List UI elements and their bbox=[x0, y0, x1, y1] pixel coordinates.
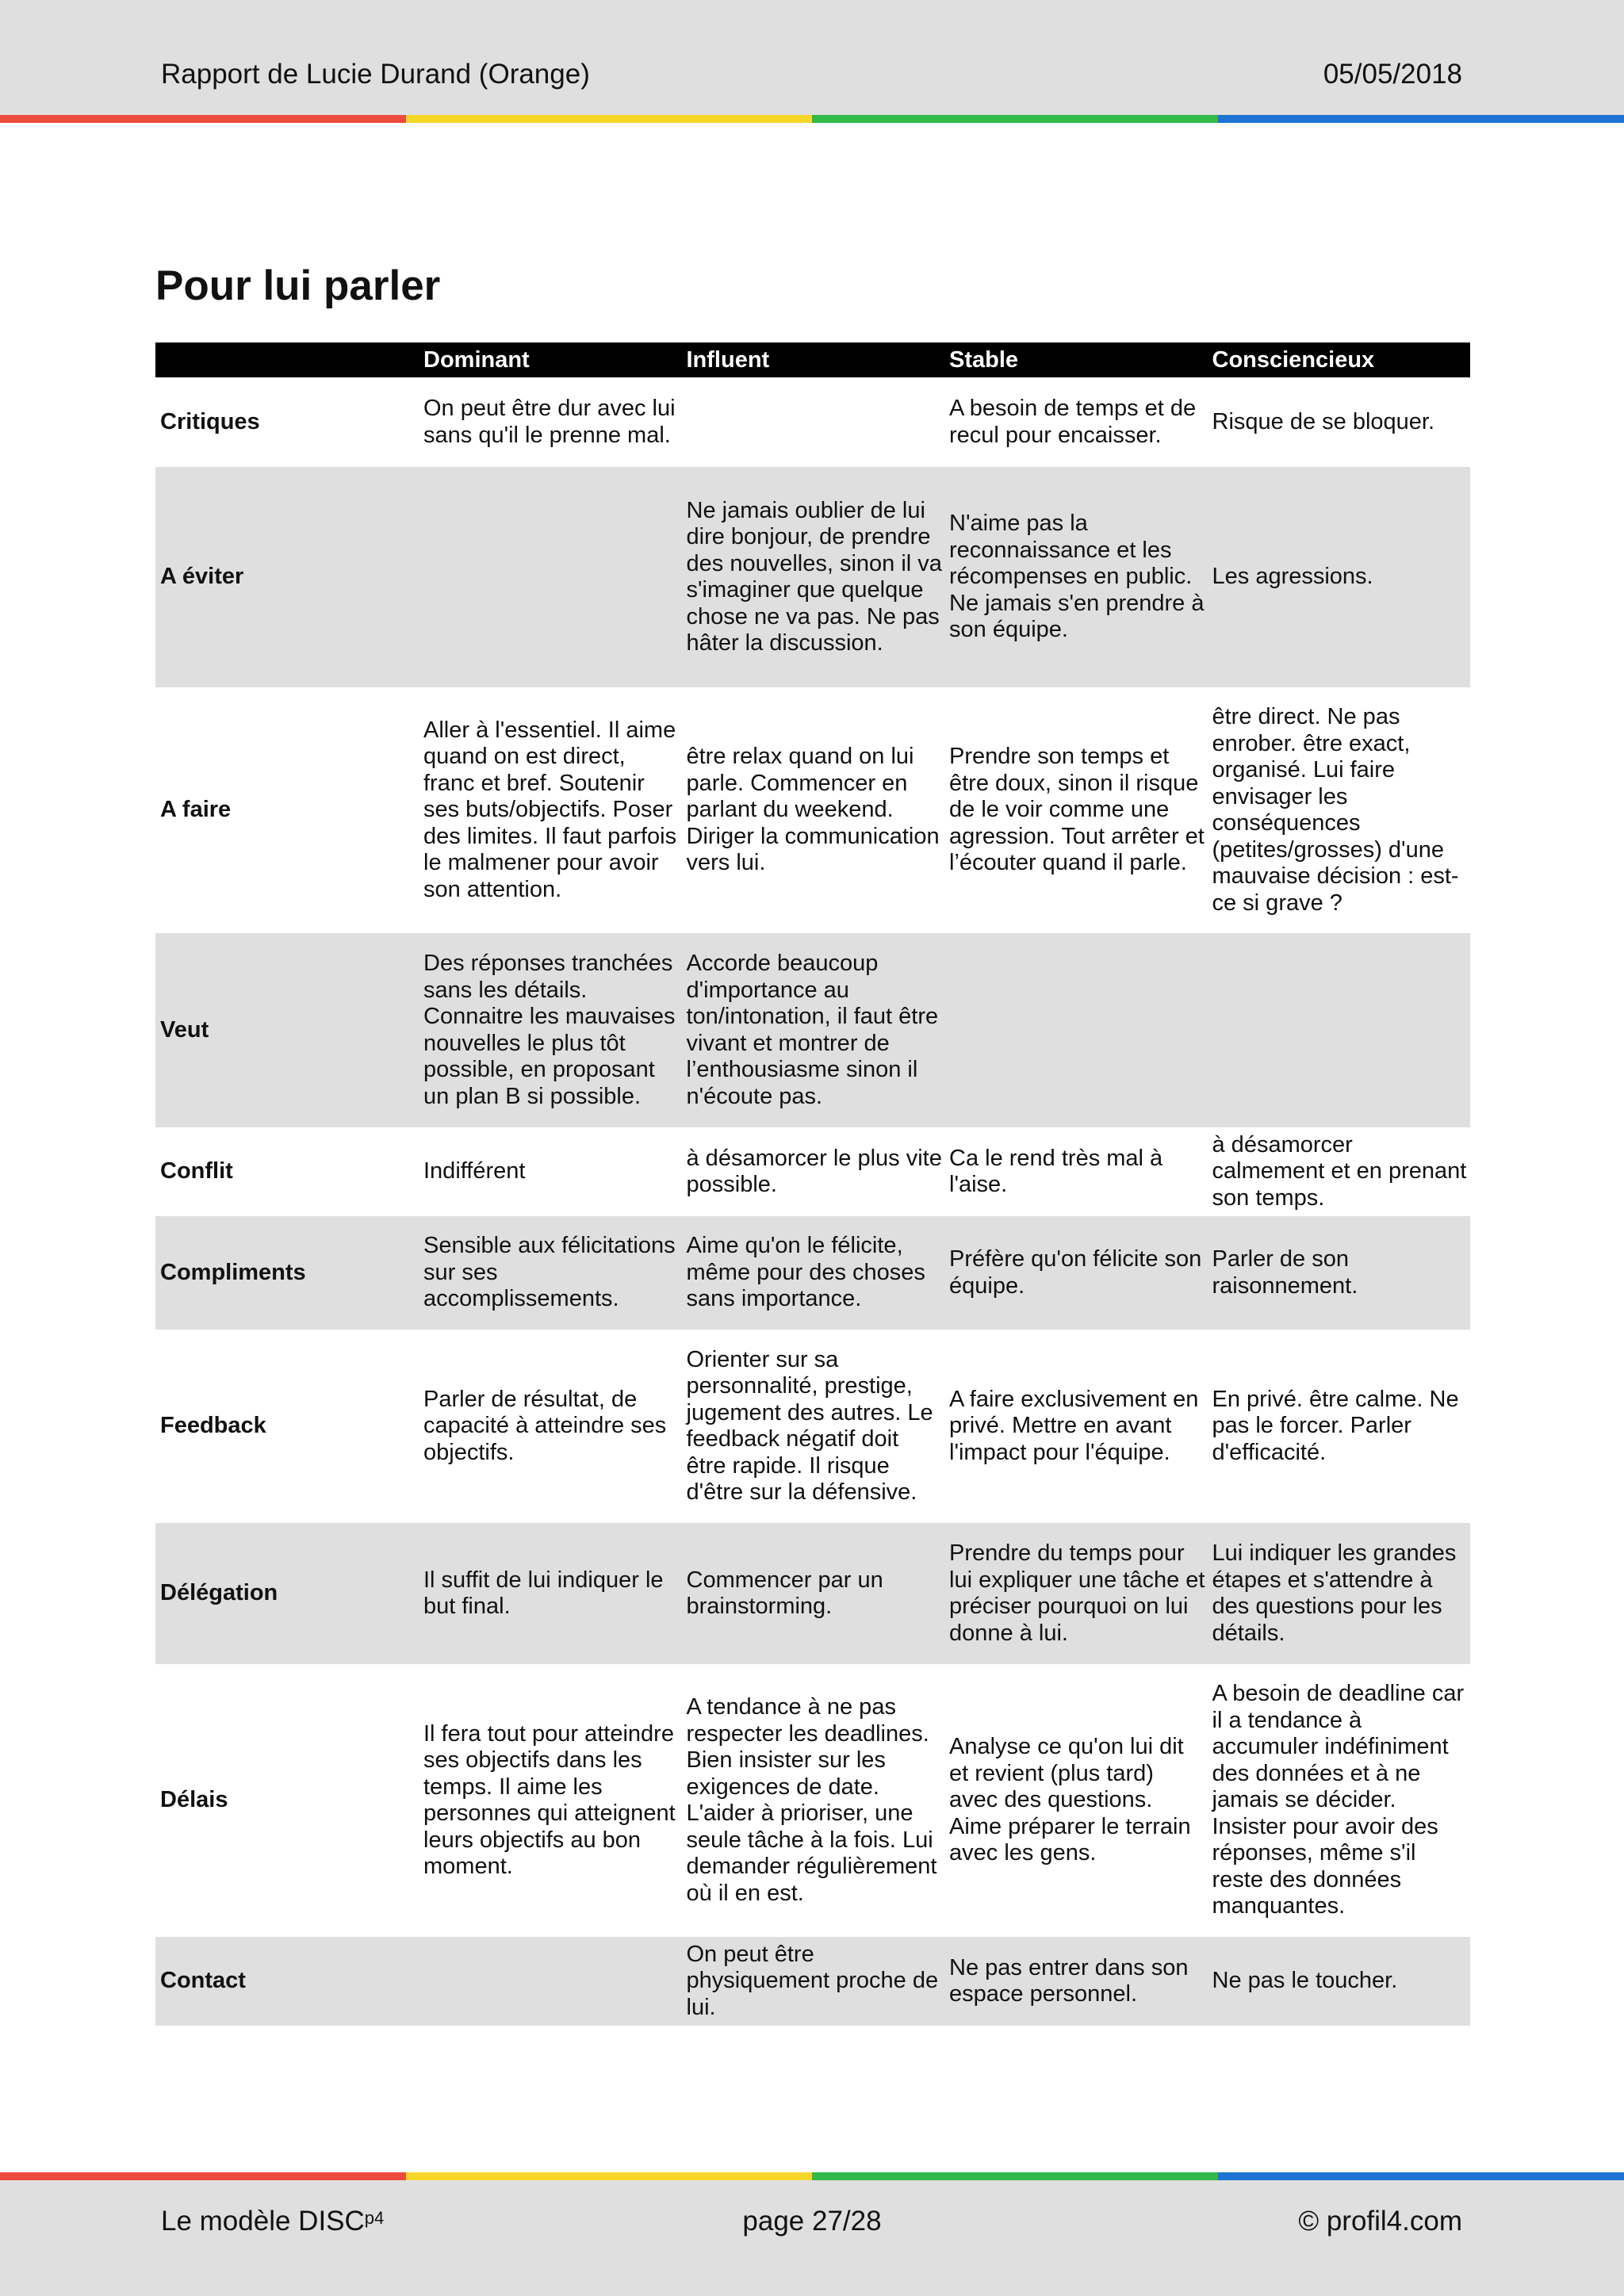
column-header-influent: Influent bbox=[682, 342, 945, 377]
footer-model-superscript: p4 bbox=[364, 2208, 385, 2228]
cell-stable: Ca le rend très mal à l'aise. bbox=[949, 1145, 1163, 1197]
cell-consciencieux: Les agressions. bbox=[1208, 467, 1471, 687]
stripe-blue bbox=[1218, 2172, 1624, 2180]
cell-dominant: Indifférent bbox=[423, 1158, 526, 1184]
table-row-compliments bbox=[155, 1216, 1470, 1330]
table-row-contact bbox=[155, 1937, 1470, 2026]
cell-dominant: Il fera tout pour atteindre ses objectifs dans les temps. Il aime les personnes qui atteignent leurs objectifs au bon moment. bbox=[423, 1720, 676, 1879]
table-row-conflit bbox=[155, 1127, 1470, 1216]
table-row-delegation bbox=[155, 1523, 1470, 1664]
table-row-a-eviter bbox=[155, 467, 1470, 687]
row-label: Critiques bbox=[160, 408, 260, 434]
row-label: Délégation bbox=[155, 1523, 419, 1664]
row-label: A faire bbox=[160, 797, 232, 823]
cell-dominant bbox=[419, 1937, 682, 2026]
cell-stable bbox=[944, 933, 1208, 1127]
row-label: Veut bbox=[155, 933, 419, 1127]
report-title: Rapport de Lucie Durand (Orange) bbox=[161, 59, 590, 90]
cell-influent: Accorde beaucoup d'importance au ton/intonation, il faut être vivant et montrer de l’enthousiasme sinon il n'écoute pas. bbox=[682, 933, 945, 1127]
cell-influent: On peut être physiquement proche de lui. bbox=[682, 1937, 945, 2026]
cell-consciencieux: Parler de son raisonnement. bbox=[1208, 1216, 1471, 1330]
cell-dominant: Parler de résultat, de capacité à atteindre ses objectifs. bbox=[423, 1386, 667, 1465]
cell-influent: Orienter sur sa personnalité, prestige, jugement des autres. Le feedback négatif doit être rapide. Il risque d'être sur la défensive. bbox=[686, 1346, 933, 1505]
stripe-blue bbox=[1218, 115, 1624, 123]
table-row-a-faire bbox=[155, 687, 1470, 933]
row-label: Délais bbox=[160, 1787, 228, 1813]
cell-dominant: Aller à l'essentiel. Il aime quand on est direct, franc et bref. Soutenir ses buts/objectifs. Poser des limites. Il faut parfois le malmener pour avoir son attention. bbox=[423, 717, 677, 902]
footer-copyright: © profil4.com bbox=[1298, 2206, 1462, 2237]
cell-influent: être relax quand on lui parle. Commencer en parlant du weekend. Diriger la communication vers lui. bbox=[686, 744, 940, 876]
row-label: Feedback bbox=[160, 1413, 266, 1439]
cell-stable: Prendre du temps pour lui expliquer une tâche et préciser pourquoi on lui donne à lui. bbox=[944, 1523, 1208, 1664]
stripe-red bbox=[0, 115, 406, 123]
cell-influent: Ne jamais oublier de lui dire bonjour, de prendre des nouvelles, sinon il va s'imaginer que quelque chose ne va pas. Ne pas hâter la discussion. bbox=[682, 467, 945, 687]
cell-consciencieux: En privé. être calme. Ne pas le forcer. Parler d'efficacité. bbox=[1212, 1386, 1459, 1465]
cell-stable: A faire exclusivement en privé. Mettre en avant l'impact pour l'équipe. bbox=[949, 1386, 1199, 1465]
cell-consciencieux bbox=[1208, 933, 1471, 1127]
cell-stable: Analyse ce qu'on lui dit et revient (plus tard) avec des questions. Aime préparer le terrain avec les gens. bbox=[949, 1734, 1191, 1866]
cell-consciencieux: à désamorcer calmement et en prenant son temps. bbox=[1212, 1131, 1467, 1211]
column-header-consciencieux: Consciencieux bbox=[1208, 342, 1471, 377]
stripe-yellow bbox=[406, 2172, 812, 2180]
table-header-row bbox=[155, 342, 1470, 377]
stripe-green bbox=[812, 115, 1218, 123]
cell-dominant: On peut être dur avec lui sans qu'il le prenne mal. bbox=[423, 396, 676, 448]
page-title: Pour lui parler bbox=[155, 262, 441, 309]
column-header-empty bbox=[155, 342, 419, 377]
disc-table bbox=[155, 342, 1470, 2026]
footer-model-name: Le modèle DISC bbox=[161, 2206, 365, 2237]
column-header-dominant: Dominant bbox=[419, 342, 682, 377]
cell-stable: Prendre son temps et être doux, sinon il risque de le voir comme une agression. Tout arrêter et l’écouter quand il parle. bbox=[949, 744, 1205, 876]
cell-dominant bbox=[419, 467, 682, 687]
footer-color-stripe bbox=[0, 2172, 1624, 2180]
cell-consciencieux: être direct. Ne pas enrober. être exact, organisé. Lui faire envisager les conséquences (petites/grosses) d'une mauvaise décision : est-ce si grave ? bbox=[1212, 704, 1459, 916]
cell-dominant: Sensible aux félicitations sur ses accomplissements. bbox=[419, 1216, 682, 1330]
table-row-delais bbox=[155, 1664, 1470, 1937]
header-color-stripe bbox=[0, 115, 1624, 123]
cell-consciencieux: Ne pas le toucher. bbox=[1208, 1937, 1471, 2026]
row-label: Conflit bbox=[160, 1158, 233, 1184]
stripe-yellow bbox=[406, 115, 812, 123]
cell-influent: A tendance à ne pas respecter les deadlines. Bien insister sur les exigences de date. L'aider à prioriser, une seule tâche à la fois. Lui demander régulièrement où il en est. bbox=[686, 1694, 937, 1906]
report-date: 05/05/2018 bbox=[1323, 59, 1462, 90]
page-number: page 27/28 bbox=[742, 2206, 882, 2237]
cell-influent: Aime qu'on le félicite, même pour des choses sans importance. bbox=[682, 1216, 945, 1330]
cell-dominant: Des réponses tranchées sans les détails. Connaitre les mauvaises nouvelles le plus tôt possible, en proposant un plan B si possible. bbox=[419, 933, 682, 1127]
row-label: Contact bbox=[155, 1937, 419, 2026]
stripe-green bbox=[812, 2172, 1218, 2180]
cell-consciencieux: Risque de se bloquer. bbox=[1212, 408, 1435, 434]
cell-stable: A besoin de temps et de recul pour encaisser. bbox=[949, 396, 1197, 448]
cell-stable: Préfère qu'on félicite son équipe. bbox=[944, 1216, 1208, 1330]
column-header-stable: Stable bbox=[944, 342, 1208, 377]
cell-dominant: Il suffit de lui indiquer le but final. bbox=[419, 1523, 682, 1664]
cell-influent: Commencer par un brainstorming. bbox=[682, 1523, 945, 1664]
table-row-feedback bbox=[155, 1330, 1470, 1523]
cell-stable: Ne pas entrer dans son espace personnel. bbox=[944, 1937, 1208, 2026]
cell-consciencieux: Lui indiquer les grandes étapes et s'attendre à des questions pour les détails. bbox=[1208, 1523, 1471, 1664]
cell-consciencieux: A besoin de deadline car il a tendance à accumuler indéfiniment des données et à ne jamais se décider. Insister pour avoir des réponses, même s'il reste des données manquantes. bbox=[1212, 1681, 1465, 1919]
cell-influent: à désamorcer le plus vite possible. bbox=[686, 1145, 942, 1197]
cell-stable: N'aime pas la reconnaissance et les récompenses en public. Ne jamais s'en prendre à son équipe. bbox=[944, 467, 1208, 687]
cell-influent bbox=[682, 377, 945, 467]
row-label: A éviter bbox=[155, 467, 419, 687]
table-row-critiques bbox=[155, 377, 1470, 467]
table-row-veut bbox=[155, 933, 1470, 1127]
stripe-red bbox=[0, 2172, 406, 2180]
row-label: Compliments bbox=[155, 1216, 419, 1330]
